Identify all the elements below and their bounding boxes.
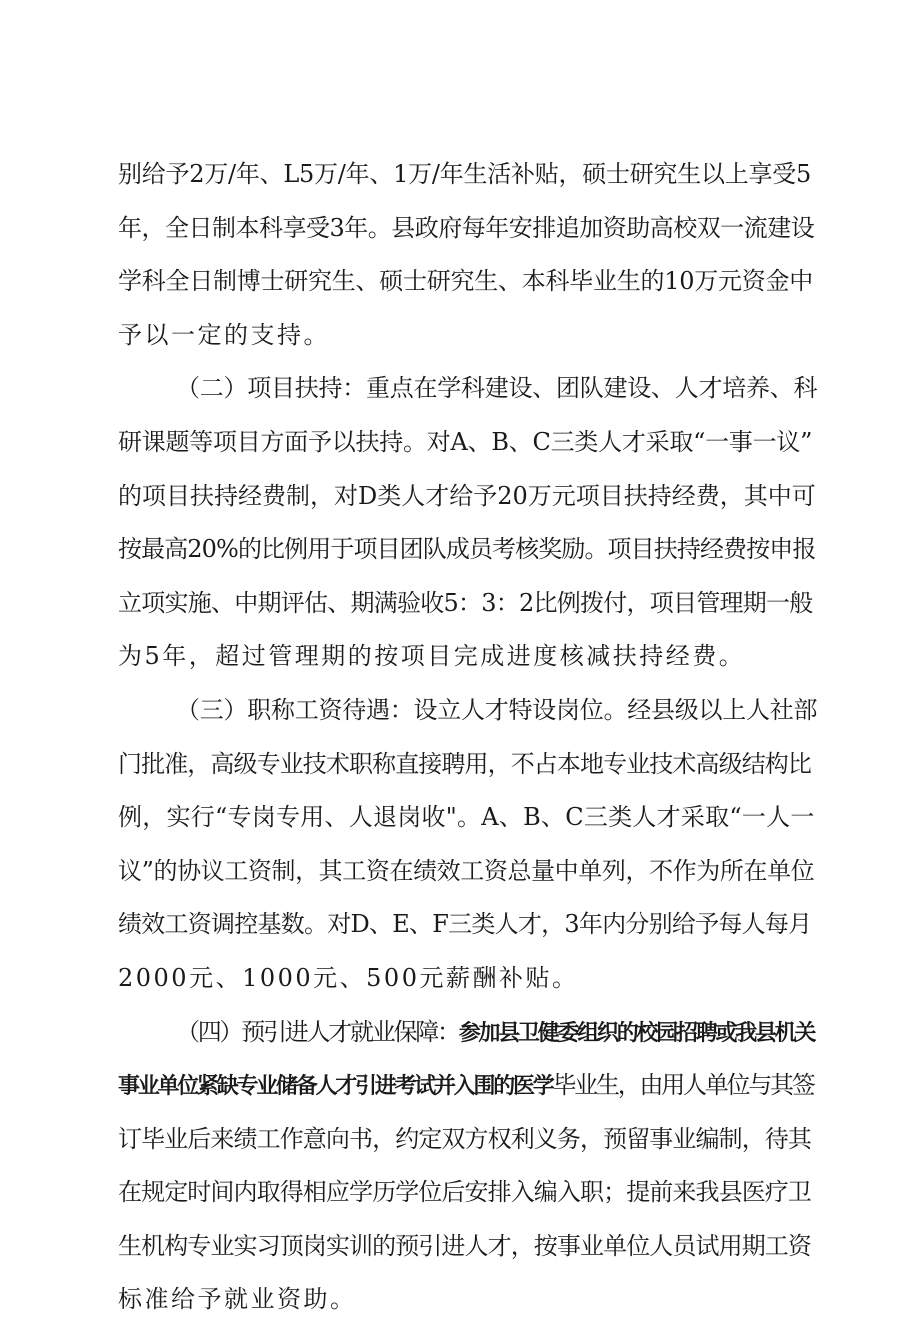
paragraph-2-line-3: 的项目扶持经费制，对D类人才给予20万元项目扶持经费，其中可 bbox=[118, 481, 816, 510]
paragraph-4-heading: （四）预引进人才就业保障： bbox=[176, 1017, 459, 1046]
paragraph-3-line-2: 门批准，高级专业技术职称直接聘用，不占本地专业技术高级结构比 bbox=[118, 749, 811, 778]
paragraph-1-line-1: 别给予2万/年、L5万/年、1万/年生活补贴，硕士研究生以上享受5 bbox=[118, 160, 812, 188]
paragraph-2-line-1: （二）项目扶持：重点在学科建设、团队建设、人才培养、科 bbox=[176, 374, 818, 403]
paragraph-2-line-4: 按最高20%的比例用于项目团队成员考核奖励。项目扶持经费按申报 bbox=[118, 535, 816, 564]
paragraph-3-line-1: （三）职称工资待遇：设立人才特设岗位。经县级以上人社部 bbox=[176, 695, 818, 724]
paragraph-3-line-4: 议”的协议工资制，其工资在绩效工资总量中单列，不作为所在单位 bbox=[118, 856, 815, 885]
paragraph-2-line-6: 为5年，超过管理期的按项目完成进度核减扶持经费。 bbox=[118, 642, 746, 671]
paragraph-2-line-5: 立项实施、中期评估、期满验收5：3：2比例拨付，项目管理期一般 bbox=[118, 588, 813, 617]
paragraph-1-line-2: 年，全日制本科享受3年。县政府每年安排追加资助高校双一流建设 bbox=[118, 213, 815, 242]
paragraph-4-line-5: 生机构专业实习顶岗实训的预引进人才，按事业单位人员试用期工资 bbox=[118, 1231, 811, 1260]
paragraph-4-line-6: 标准给予就业资助。 bbox=[118, 1285, 357, 1314]
paragraph-1-line-3: 学科全日制博士研究生、硕士研究生、本科毕业生的10万元资金中 bbox=[118, 267, 814, 296]
paragraph-1-line-4: 予以一定的支持。 bbox=[118, 320, 330, 349]
paragraph-4-plain-text-2: 毕业生，由用人单位与其签 bbox=[552, 1071, 814, 1100]
paragraph-2-line-2: 研课题等项目方面予以扶持。对A、B、C三类人才采取“一事一议” bbox=[118, 427, 813, 456]
document-body bbox=[118, 148, 818, 1327]
paragraph-3-line-3: 例，实行“专岗专用、人退岗收"。A、B、C三类人才采取“一人一 bbox=[118, 803, 815, 832]
paragraph-3-line-6: 2000元、1000元、500元薪酬补贴。 bbox=[118, 963, 579, 992]
paragraph-3-line-5: 绩效工资调控基数。对D、E、F三类人才，3年内分别给予每人每月 bbox=[118, 910, 812, 939]
paragraph-4-line-4: 在规定时间内取得相应学历学位后安排入编入职；提前来我县医疗卫 bbox=[118, 1178, 811, 1207]
paragraph-4-line-2 bbox=[118, 1059, 818, 1113]
paragraph-4-line-1 bbox=[118, 1006, 818, 1060]
paragraph-4-bold-text-1: 参加县卫健委组织的校园招聘或我县机关 bbox=[458, 1020, 815, 1046]
paragraph-4-bold-text-2: 事业单位紧缺专业储备人才引进考试并入围的医学 bbox=[118, 1074, 553, 1100]
paragraph-4-line-3: 订毕业后来绩工作意向书，约定双方权利义务，预留事业编制，待其 bbox=[118, 1124, 811, 1153]
